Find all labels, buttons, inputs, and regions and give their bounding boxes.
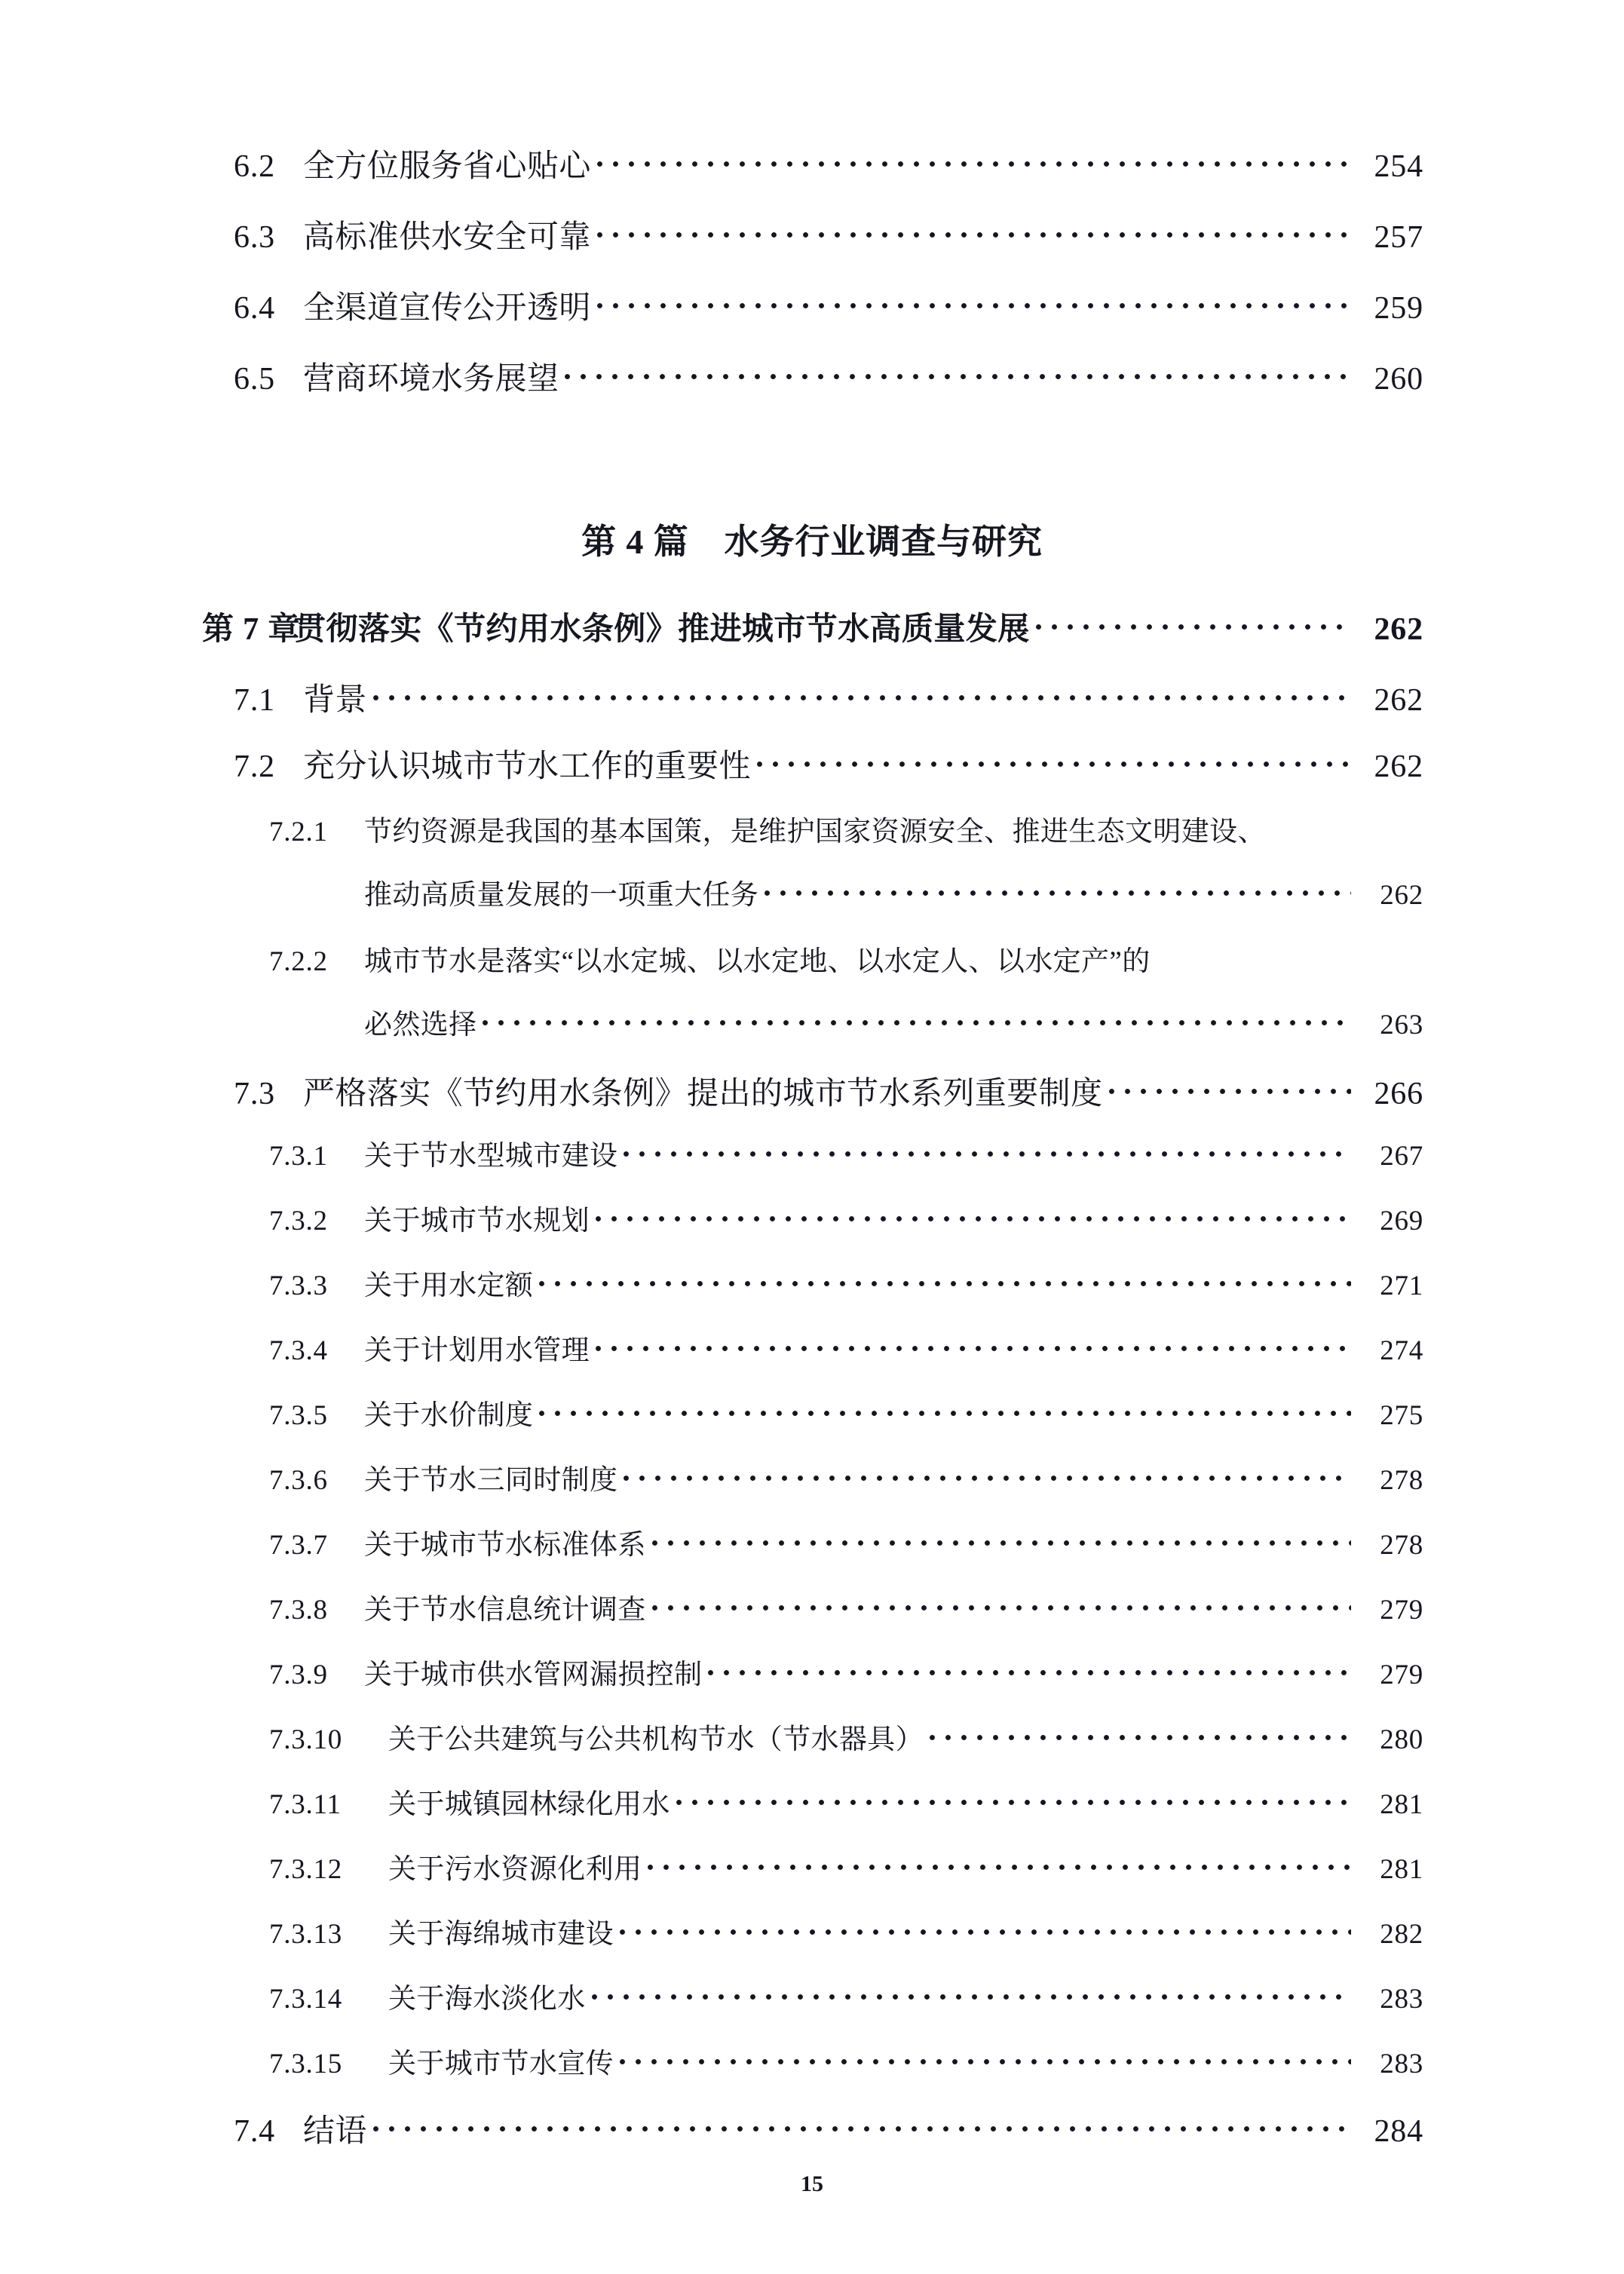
toc-entry[interactable]: [269, 1137, 1423, 1170]
toc-entry[interactable]: [234, 216, 1423, 253]
toc-entry-number: 7.2.1: [269, 817, 328, 847]
toc-entry-page: 262: [1380, 880, 1423, 911]
dot-leader: [592, 1980, 1351, 2008]
toc-entry-number: 7.3.9: [269, 1660, 328, 1690]
dot-leader: [624, 1137, 1351, 1165]
dot-leader: [483, 1006, 1351, 1034]
toc-entry[interactable]: [269, 1526, 1423, 1559]
part-heading: 第 4 篇 水务行业调查与研究: [581, 523, 1043, 561]
toc-entry-page: 284: [1374, 2114, 1423, 2149]
dot-leader: [620, 1915, 1351, 1943]
toc-entry[interactable]: [234, 1072, 1423, 1110]
toc-entry-number: 7.3.10: [269, 1724, 342, 1755]
toc-entry-page: 263: [1380, 1010, 1423, 1040]
toc-entry-number: 7.3.6: [269, 1465, 328, 1496]
toc-entry-title: 关于城市供水管网漏损控制: [364, 1660, 703, 1690]
toc-chapter-page: 262: [1374, 612, 1423, 647]
dot-leader: [1157, 942, 1351, 970]
toc-entry[interactable]: [269, 1980, 1423, 2013]
dot-leader: [597, 287, 1351, 318]
dot-leader: [597, 216, 1351, 247]
toc-entry-title: 关于水价制度: [364, 1400, 534, 1431]
toc-entry-page: 267: [1380, 1141, 1423, 1172]
toc-entry-title: 关于节水信息统计调查: [364, 1595, 646, 1626]
toc-entry[interactable]: [269, 1332, 1423, 1365]
toc-entry-title: 关于城市节水规划: [364, 1206, 590, 1237]
toc-entry[interactable]: [269, 2045, 1423, 2078]
toc-entry-title: 关于计划用水管理: [364, 1335, 590, 1366]
toc-entry-page: 283: [1380, 2049, 1423, 2079]
dot-leader: [565, 357, 1351, 389]
toc-entry-page: 262: [1374, 683, 1423, 718]
toc-entry-number: 7.3.13: [269, 1919, 342, 1950]
page-folio: 15: [801, 2171, 823, 2196]
dot-leader: [1109, 1072, 1351, 1104]
toc-entry-page: 278: [1380, 1530, 1423, 1561]
toc-entry[interactable]: [269, 1267, 1423, 1300]
toc-entry-title: 全渠道宣传公开透明: [303, 291, 591, 326]
toc-entry-number: 7.3.5: [269, 1400, 328, 1431]
toc-entry-number: 7.3.8: [269, 1595, 328, 1626]
toc-entry[interactable]: [234, 287, 1423, 324]
toc-entry-title: 结语: [303, 2114, 367, 2149]
toc-entry-page: 280: [1380, 1724, 1423, 1755]
toc-entry[interactable]: [234, 145, 1423, 182]
toc-entry-title: 充分认识城市节水工作的重要性: [303, 749, 751, 784]
toc-entry-title-continued: 必然选择: [364, 1010, 477, 1040]
toc-entry[interactable]: [234, 357, 1423, 395]
dot-leader: [652, 1591, 1351, 1619]
toc-entry-title: 全方位服务省心贴心: [303, 149, 591, 184]
toc-entry-number: 7.3: [234, 1077, 276, 1111]
toc-entry[interactable]: [269, 1850, 1423, 1883]
dot-leader: [596, 1332, 1351, 1359]
toc-entry[interactable]: [269, 1461, 1423, 1494]
toc-entry-number: 7.3.7: [269, 1530, 328, 1561]
toc-entry-title: 关于节水型城市建设: [364, 1141, 618, 1172]
toc-entry-title: 关于污水资源化利用: [388, 1854, 642, 1885]
toc-entry-title: 关于用水定额: [364, 1270, 534, 1301]
toc-entry-title: 高标准供水安全可靠: [303, 220, 591, 255]
dot-leader: [620, 2045, 1351, 2073]
toc-entry[interactable]: [269, 1396, 1423, 1430]
toc-entry[interactable]: [269, 942, 1423, 976]
toc-entry-page: 269: [1380, 1206, 1423, 1237]
toc-entry-page: 274: [1380, 1335, 1423, 1366]
toc-entry[interactable]: [234, 2110, 1423, 2147]
toc-entry[interactable]: [269, 1915, 1423, 1948]
toc-entry-page: 281: [1380, 1854, 1423, 1885]
toc-entry-page: 275: [1380, 1400, 1423, 1431]
toc-entry-number: 6.5: [234, 362, 276, 397]
toc-entry[interactable]: [269, 1202, 1423, 1235]
dot-leader: [757, 745, 1351, 777]
toc-entry-page: 262: [1374, 749, 1423, 784]
toc-entry-title: 严格落实《节约用水条例》提出的城市节水系列重要制度: [303, 1077, 1103, 1111]
toc-entry-number: 7.3.15: [269, 2049, 342, 2079]
toc-entry-title: 关于节水三同时制度: [364, 1465, 618, 1496]
dot-leader: [539, 1396, 1351, 1424]
toc-entry-title: 关于海绵城市建设: [388, 1919, 614, 1950]
toc-group-chapter6: [0, 145, 1624, 395]
toc-entry-page: 259: [1374, 291, 1423, 326]
toc-entry-number: 6.3: [234, 220, 276, 255]
dot-leader: [1036, 608, 1351, 639]
dot-leader: [676, 1785, 1351, 1813]
toc-entry-page: 271: [1380, 1270, 1423, 1301]
toc-entry-continuation[interactable]: [269, 876, 1423, 909]
toc-entry-title: 背景: [303, 683, 367, 718]
toc-entry-title: 关于城市节水标准体系: [364, 1530, 646, 1561]
toc-entry[interactable]: [269, 1721, 1423, 1754]
toc-entry-page: 278: [1380, 1465, 1423, 1496]
toc-entry-title: 关于公共建筑与公共机构节水（节水器具）: [388, 1724, 924, 1755]
toc-entry-number: 7.2.2: [269, 946, 328, 977]
toc-entry-title-continued: 推动高质量发展的一项重大任务: [364, 880, 759, 911]
toc-entry-number: 7.3.1: [269, 1141, 328, 1172]
toc-entry[interactable]: [269, 1785, 1423, 1819]
toc-entry-title: 关于海水淡化水: [388, 1984, 586, 2015]
toc-entry-page: 283: [1380, 1984, 1423, 2015]
toc-entry-page: 279: [1380, 1660, 1423, 1690]
toc-entry-number: 7.4: [234, 2114, 276, 2149]
toc-entry-number: 7.3.2: [269, 1206, 328, 1237]
toc-chapter-title: 贯彻落实《节约用水条例》推进城市节水高质量发展: [294, 612, 1030, 647]
toc-entry-page: 260: [1374, 362, 1423, 397]
dot-leader: [597, 145, 1351, 176]
toc-entry-title: 营商环境水务展望: [303, 362, 559, 397]
dot-leader: [539, 1267, 1351, 1295]
dot-leader: [930, 1721, 1351, 1748]
toc-entry-number: 6.4: [234, 291, 276, 326]
toc-entry[interactable]: [269, 1656, 1423, 1689]
toc-entry-number: 7.3.11: [269, 1789, 342, 1820]
dot-leader: [652, 1526, 1351, 1554]
toc-entry-title: 关于城市节水宣传: [388, 2049, 614, 2079]
dot-leader: [765, 876, 1351, 904]
toc-entry-page: 279: [1380, 1595, 1423, 1626]
toc-entry-page: 257: [1374, 220, 1423, 255]
dot-leader: [596, 1202, 1351, 1230]
dot-leader: [373, 679, 1351, 710]
toc-entry-continuation[interactable]: [269, 1006, 1423, 1039]
toc-entry[interactable]: [269, 1591, 1423, 1624]
toc-entry-title: 节约资源是我国的基本国策，是维护国家资源安全、推进生态文明建设、: [364, 817, 1266, 847]
toc-entry[interactable]: [234, 745, 1423, 783]
toc-chapter-entry[interactable]: [202, 608, 1423, 645]
dot-leader: [373, 2110, 1351, 2141]
toc-entry[interactable]: [234, 679, 1423, 716]
toc-entry-page: 282: [1380, 1919, 1423, 1950]
toc-entry-number: 7.3.12: [269, 1854, 342, 1885]
toc-entry-title: 城市节水是落实“以水定城、以水定地、以水定人、以水定产”的: [364, 946, 1151, 977]
dot-leader: [648, 1850, 1351, 1878]
toc-entry[interactable]: [269, 813, 1423, 846]
dot-leader: [708, 1656, 1351, 1684]
toc-entry-page: 254: [1374, 149, 1423, 184]
dot-leader: [624, 1461, 1351, 1489]
toc-entry-number: 7.3.3: [269, 1270, 328, 1301]
toc-entry-title: 关于城镇园林绿化用水: [388, 1789, 670, 1820]
toc-entry-number: 7.2: [234, 749, 276, 784]
toc-entry-number: 7.3.4: [269, 1335, 328, 1366]
dot-leader: [1272, 813, 1351, 841]
toc-entry-page: 281: [1380, 1789, 1423, 1820]
toc-entry-number: 7.3.14: [269, 1984, 342, 2015]
toc-entry-page: 266: [1374, 1077, 1423, 1111]
toc-entry-number: 6.2: [234, 149, 276, 184]
toc-chapter-number: 第 7 章: [202, 612, 301, 647]
toc-entry-number: 7.1: [234, 683, 276, 718]
